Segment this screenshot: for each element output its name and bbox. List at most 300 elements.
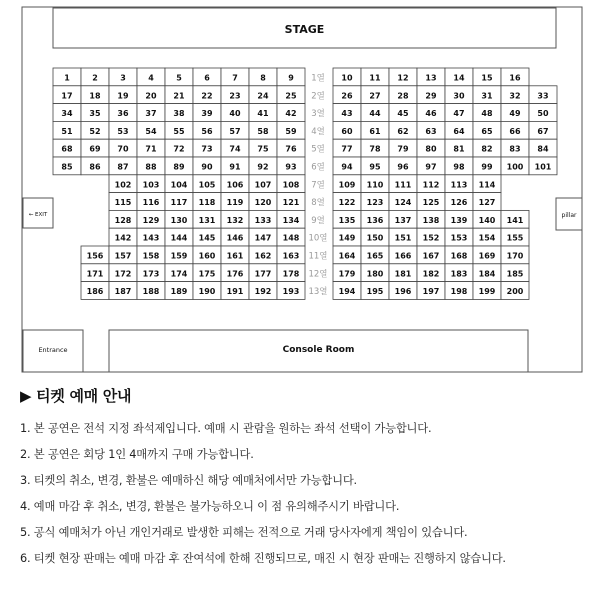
seat-number: 179 [338, 269, 356, 279]
seat[interactable] [53, 86, 81, 104]
seat[interactable] [361, 246, 389, 264]
seat-number: 195 [366, 287, 384, 297]
seat[interactable] [137, 68, 165, 86]
seat[interactable] [109, 139, 137, 157]
seat[interactable] [109, 193, 137, 211]
row-label: 9열 [311, 215, 325, 226]
row-label: 11열 [308, 251, 328, 262]
seat-number: 60 [341, 126, 353, 136]
seat[interactable] [389, 210, 417, 228]
row-label: 10열 [308, 233, 328, 244]
seat[interactable] [445, 282, 473, 300]
seat[interactable] [165, 210, 193, 228]
seat[interactable] [165, 104, 193, 122]
seat-number: 90 [201, 162, 213, 172]
seat[interactable] [501, 228, 529, 246]
seat-number: 75 [257, 144, 269, 154]
seat[interactable] [81, 121, 109, 139]
seat[interactable] [417, 228, 445, 246]
seat[interactable] [473, 246, 501, 264]
seat[interactable] [221, 264, 249, 282]
seat-number: 113 [450, 180, 468, 190]
seat[interactable] [221, 175, 249, 193]
seat[interactable] [361, 264, 389, 282]
seat[interactable] [473, 264, 501, 282]
seat[interactable] [529, 86, 557, 104]
seat-number: 86 [89, 162, 101, 172]
seat[interactable] [137, 86, 165, 104]
seat[interactable] [165, 282, 193, 300]
seat[interactable] [389, 157, 417, 175]
seat-number: 17 [61, 91, 73, 101]
seat[interactable] [529, 121, 557, 139]
seat[interactable] [473, 157, 501, 175]
seat[interactable] [193, 139, 221, 157]
seat-number: 115 [114, 198, 132, 208]
info-title: ▶ 티켓 예매 안내 [20, 387, 132, 405]
seat-number: 28 [397, 91, 409, 101]
seat-number: 144 [170, 233, 188, 243]
seat[interactable] [277, 246, 305, 264]
seat[interactable] [277, 282, 305, 300]
seat-number: 164 [338, 251, 356, 261]
seat-number: 109 [338, 180, 356, 190]
seat[interactable] [221, 68, 249, 86]
seat[interactable] [333, 282, 361, 300]
seat-number: 32 [509, 91, 521, 101]
seat[interactable] [417, 282, 445, 300]
seat[interactable] [417, 104, 445, 122]
seat-number: 88 [145, 162, 157, 172]
seat[interactable] [137, 246, 165, 264]
seat[interactable] [81, 157, 109, 175]
seat[interactable] [221, 157, 249, 175]
seat[interactable] [501, 121, 529, 139]
seat-number: 174 [170, 269, 188, 279]
seat[interactable] [445, 264, 473, 282]
seat[interactable] [361, 157, 389, 175]
seat[interactable] [277, 210, 305, 228]
seat[interactable] [193, 175, 221, 193]
seat-number: 68 [61, 144, 73, 154]
seat[interactable] [137, 228, 165, 246]
seat[interactable] [529, 104, 557, 122]
seat[interactable] [193, 264, 221, 282]
seat[interactable] [361, 282, 389, 300]
seat-number: 53 [117, 126, 129, 136]
seat-number: 66 [509, 126, 521, 136]
seat-number: 150 [366, 233, 384, 243]
row-label: 12열 [308, 269, 328, 280]
seat-number: 146 [226, 233, 244, 243]
seat[interactable] [389, 175, 417, 193]
seat[interactable] [473, 193, 501, 211]
seat-number: 133 [254, 215, 272, 225]
row-label: 8열 [311, 198, 325, 209]
seat[interactable] [193, 246, 221, 264]
seat[interactable] [333, 193, 361, 211]
seat-number: 105 [198, 180, 216, 190]
seat[interactable] [445, 157, 473, 175]
seat[interactable] [137, 210, 165, 228]
seat[interactable] [165, 86, 193, 104]
seat-number: 56 [201, 126, 213, 136]
seat[interactable] [137, 157, 165, 175]
seat-number: 123 [366, 198, 384, 208]
seat-number: 200 [506, 287, 524, 297]
seat[interactable] [501, 210, 529, 228]
seat-number: 91 [229, 162, 241, 172]
seat[interactable] [81, 246, 109, 264]
info-item: 5. 공식 예매처가 아닌 개인거래로 발생한 피해는 전적으로 거래 당사자에게 책임이 있습니다. [20, 526, 468, 539]
seat[interactable] [193, 193, 221, 211]
seat[interactable] [109, 264, 137, 282]
seat-number: 117 [170, 198, 188, 208]
seat-number: 134 [282, 215, 300, 225]
seat[interactable] [473, 210, 501, 228]
seat[interactable] [249, 157, 277, 175]
seat[interactable] [137, 264, 165, 282]
seat-number: 34 [61, 109, 73, 119]
seat-number: 180 [366, 269, 384, 279]
entrance-label: Entrance [38, 346, 68, 354]
info-list [20, 416, 600, 572]
seat-number: 135 [338, 215, 356, 225]
seat[interactable] [389, 86, 417, 104]
seat[interactable] [193, 157, 221, 175]
seat[interactable] [165, 175, 193, 193]
seat-number: 67 [537, 126, 549, 136]
seat-number: 25 [285, 91, 297, 101]
seat-number: 14 [453, 73, 465, 83]
seat[interactable] [165, 121, 193, 139]
seat-number: 61 [369, 126, 381, 136]
seat[interactable] [417, 193, 445, 211]
seat-number: 104 [170, 180, 188, 190]
seat[interactable] [445, 121, 473, 139]
seat-number: 97 [425, 162, 437, 172]
seat-grid [53, 68, 557, 299]
seat[interactable] [501, 68, 529, 86]
seat-number: 13 [425, 73, 437, 83]
seat[interactable] [473, 139, 501, 157]
seat[interactable] [445, 139, 473, 157]
seat[interactable] [417, 139, 445, 157]
seat-number: 142 [114, 233, 132, 243]
seat[interactable] [361, 104, 389, 122]
seat-number: 145 [198, 233, 216, 243]
seat-number: 36 [117, 109, 129, 119]
seat[interactable] [53, 121, 81, 139]
seat[interactable] [417, 86, 445, 104]
seat[interactable] [501, 86, 529, 104]
seat[interactable] [249, 139, 277, 157]
seat[interactable] [81, 139, 109, 157]
seat[interactable] [277, 104, 305, 122]
seat[interactable] [53, 157, 81, 175]
seat[interactable] [361, 228, 389, 246]
seat-number: 9 [288, 73, 294, 83]
seat[interactable] [277, 264, 305, 282]
seat[interactable] [417, 68, 445, 86]
seat[interactable] [249, 282, 277, 300]
seat-number: 24 [257, 91, 269, 101]
seat[interactable] [193, 282, 221, 300]
seat[interactable] [361, 121, 389, 139]
seat[interactable] [53, 139, 81, 157]
seat[interactable] [109, 68, 137, 86]
seat[interactable] [529, 157, 557, 175]
seat[interactable] [193, 228, 221, 246]
seat[interactable] [137, 282, 165, 300]
seat[interactable] [165, 157, 193, 175]
seat[interactable] [277, 121, 305, 139]
seat[interactable] [81, 86, 109, 104]
seat[interactable] [445, 210, 473, 228]
seat-number: 191 [226, 287, 244, 297]
seat-number: 155 [506, 233, 524, 243]
seat[interactable] [277, 228, 305, 246]
seat-number: 173 [142, 269, 160, 279]
seat-number: 74 [229, 144, 241, 154]
seat-number: 57 [229, 126, 241, 136]
seat[interactable] [361, 68, 389, 86]
seat-number: 93 [285, 162, 297, 172]
seat[interactable] [249, 193, 277, 211]
seat[interactable] [389, 104, 417, 122]
seat[interactable] [109, 86, 137, 104]
seat[interactable] [221, 121, 249, 139]
seat-number: 132 [226, 215, 244, 225]
seat[interactable] [361, 193, 389, 211]
seat[interactable] [221, 86, 249, 104]
seat[interactable] [109, 175, 137, 193]
row-label: 3열 [311, 109, 325, 120]
seat[interactable] [417, 246, 445, 264]
seat-number: 138 [422, 215, 440, 225]
seat-number: 187 [114, 287, 132, 297]
seat[interactable] [109, 246, 137, 264]
seat[interactable] [137, 121, 165, 139]
seat[interactable] [221, 139, 249, 157]
seat[interactable] [165, 246, 193, 264]
seat[interactable] [501, 157, 529, 175]
seat[interactable] [249, 228, 277, 246]
seat[interactable] [277, 157, 305, 175]
seat-number: 39 [201, 109, 213, 119]
seat[interactable] [109, 104, 137, 122]
seat[interactable] [81, 264, 109, 282]
seat-number: 10 [341, 73, 353, 83]
seat[interactable] [501, 282, 529, 300]
seat[interactable] [473, 68, 501, 86]
seat-number: 175 [198, 269, 216, 279]
seat[interactable] [361, 139, 389, 157]
seat-number: 40 [229, 109, 241, 119]
seat[interactable] [109, 157, 137, 175]
seat-number: 44 [369, 109, 381, 119]
seat-number: 197 [422, 287, 440, 297]
seat[interactable] [221, 193, 249, 211]
seat[interactable] [389, 121, 417, 139]
seat[interactable] [193, 86, 221, 104]
seat-number: 43 [341, 109, 353, 119]
seat-number: 114 [478, 180, 496, 190]
seat[interactable] [221, 210, 249, 228]
seat[interactable] [473, 86, 501, 104]
seat[interactable] [221, 246, 249, 264]
seat[interactable] [249, 121, 277, 139]
seat-number: 165 [366, 251, 384, 261]
seat[interactable] [193, 68, 221, 86]
seat[interactable] [53, 68, 81, 86]
seat[interactable] [417, 264, 445, 282]
seat[interactable] [417, 157, 445, 175]
seat-number: 106 [226, 180, 244, 190]
seat[interactable] [333, 121, 361, 139]
seat-number: 35 [89, 109, 101, 119]
seat-number: 100 [506, 162, 524, 172]
seat[interactable] [249, 264, 277, 282]
seat[interactable] [137, 193, 165, 211]
seat[interactable] [473, 104, 501, 122]
seat[interactable] [445, 86, 473, 104]
seat[interactable] [53, 104, 81, 122]
seat[interactable] [333, 157, 361, 175]
seat[interactable] [473, 228, 501, 246]
seat[interactable] [389, 193, 417, 211]
seat[interactable] [333, 68, 361, 86]
seat[interactable] [473, 175, 501, 193]
seat[interactable] [389, 282, 417, 300]
seat[interactable] [361, 86, 389, 104]
seat[interactable] [249, 68, 277, 86]
seat[interactable] [389, 246, 417, 264]
seat[interactable] [81, 68, 109, 86]
seat[interactable] [165, 264, 193, 282]
seat[interactable] [137, 139, 165, 157]
info-item: 6. 티켓 현장 판매는 예매 마감 후 잔여석에 한해 진행되므로, 매진 시 현장 판매는 진행하지 않습니다. [20, 552, 506, 565]
seat[interactable] [333, 228, 361, 246]
seat[interactable] [249, 210, 277, 228]
seat[interactable] [389, 139, 417, 157]
seat[interactable] [501, 139, 529, 157]
seat[interactable] [277, 193, 305, 211]
seat[interactable] [277, 86, 305, 104]
seat-number: 152 [422, 233, 440, 243]
seat-number: 148 [282, 233, 300, 243]
seat[interactable] [445, 246, 473, 264]
seat[interactable] [361, 175, 389, 193]
seat[interactable] [221, 282, 249, 300]
seat-number: 92 [257, 162, 269, 172]
seat[interactable] [473, 121, 501, 139]
seat[interactable] [389, 68, 417, 86]
seat[interactable] [81, 282, 109, 300]
seat[interactable] [445, 68, 473, 86]
seat-number: 89 [173, 162, 185, 172]
row-label: 13열 [308, 287, 328, 298]
seat[interactable] [109, 210, 137, 228]
seat[interactable] [445, 175, 473, 193]
seat[interactable] [277, 68, 305, 86]
seat-number: 50 [537, 109, 549, 119]
seat[interactable] [249, 175, 277, 193]
row-label: 2열 [311, 91, 325, 102]
seat-number: 177 [254, 269, 272, 279]
seat[interactable] [501, 104, 529, 122]
seat[interactable] [361, 210, 389, 228]
seat[interactable] [221, 228, 249, 246]
seat[interactable] [193, 121, 221, 139]
seat[interactable] [417, 210, 445, 228]
seat[interactable] [165, 228, 193, 246]
seat[interactable] [417, 175, 445, 193]
seat[interactable] [529, 139, 557, 157]
seat[interactable] [165, 139, 193, 157]
seat-number: 49 [509, 109, 521, 119]
seat[interactable] [81, 104, 109, 122]
seat[interactable] [445, 228, 473, 246]
seat[interactable] [333, 175, 361, 193]
seat[interactable] [445, 193, 473, 211]
info-item: 1. 본 공연은 전석 지정 좌석제입니다. 예매 시 관람을 원하는 좌석 선택이 가능합니다. [20, 422, 432, 435]
seat-number: 108 [282, 180, 300, 190]
seat-number: 139 [450, 215, 468, 225]
seat-number: 47 [453, 109, 465, 119]
seat[interactable] [249, 86, 277, 104]
seat[interactable] [389, 264, 417, 282]
seat[interactable] [333, 264, 361, 282]
seat[interactable] [109, 121, 137, 139]
seat-number: 72 [173, 144, 185, 154]
seat-number: 112 [422, 180, 440, 190]
seat[interactable] [445, 104, 473, 122]
seat[interactable] [109, 282, 137, 300]
seat[interactable] [333, 210, 361, 228]
seat[interactable] [277, 139, 305, 157]
seat[interactable] [249, 246, 277, 264]
seat[interactable] [333, 104, 361, 122]
seat[interactable] [193, 104, 221, 122]
seat[interactable] [193, 210, 221, 228]
seat[interactable] [473, 282, 501, 300]
seat[interactable] [137, 175, 165, 193]
exit-label: ← EXIT [28, 212, 48, 218]
seat-number: 38 [173, 109, 185, 119]
seat[interactable] [501, 264, 529, 282]
seat-number: 63 [425, 126, 437, 136]
seat[interactable] [165, 68, 193, 86]
seat[interactable] [389, 228, 417, 246]
seat[interactable] [109, 228, 137, 246]
seat[interactable] [221, 104, 249, 122]
seat-number: 121 [282, 198, 300, 208]
seat[interactable] [417, 121, 445, 139]
seat[interactable] [333, 246, 361, 264]
seat-number: 59 [285, 126, 297, 136]
seat[interactable] [165, 193, 193, 211]
seat-number: 198 [450, 287, 468, 297]
seat[interactable] [333, 139, 361, 157]
seat[interactable] [249, 104, 277, 122]
seat[interactable] [333, 86, 361, 104]
seat[interactable] [501, 246, 529, 264]
seat[interactable] [277, 175, 305, 193]
seat[interactable] [137, 104, 165, 122]
seat-number: 156 [86, 251, 104, 261]
seat-number: 62 [397, 126, 409, 136]
